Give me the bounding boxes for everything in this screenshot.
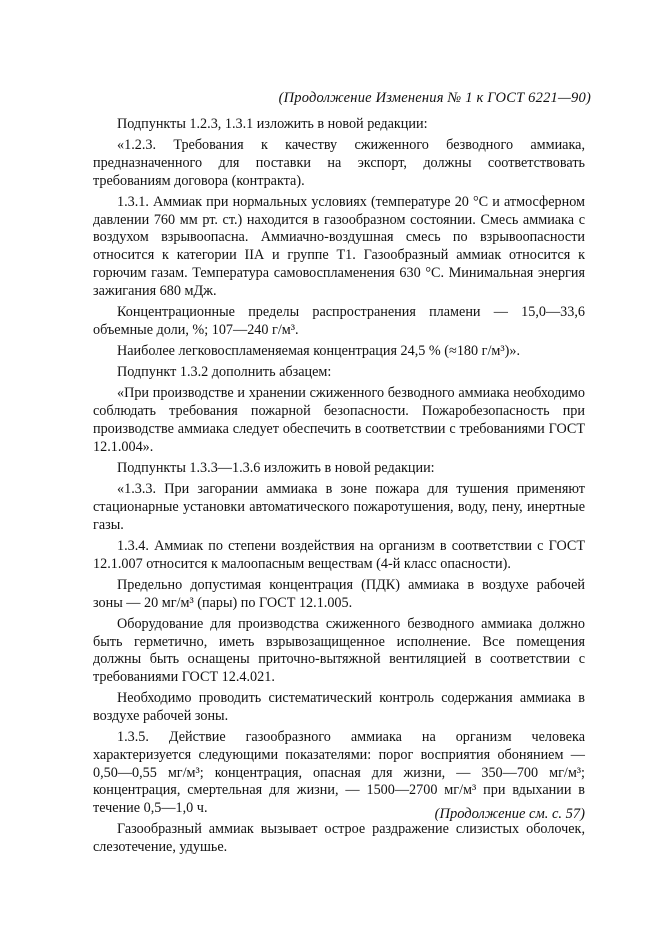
paragraph: «1.2.3. Требования к качеству сжиженного безводного аммиака, предназначенного для поставки на экспорт, должны соответствовать требованиям договора (контракта). xyxy=(93,137,585,189)
paragraph: Концентрационные пределы распространения пламени — 15,0—33,6 объемные доли, %; 107—240 г/м³. xyxy=(93,303,585,338)
paragraph: Необходимо проводить систематический контроль содержания аммиака в воздухе рабочей зоны. xyxy=(93,690,585,724)
paragraph: Наиболее легковоспламеняемая концентрация 24,5 % (≈180 г/м³)». xyxy=(117,342,520,359)
paragraph: Подпункты 1.2.3, 1.3.1 изложить в новой редакции: xyxy=(117,116,428,132)
paragraph: Подпункты 1.3.3—1.3.6 изложить в новой редакции: xyxy=(117,459,435,476)
continuation-header: (Продолжение Изменения № 1 к ГОСТ 6221—90) xyxy=(278,90,591,106)
paragraph: Предельно допустимая концентрация (ПДК) аммиака в воздухе рабочей зоны — 20 мг/м³ (пары) по ГОСТ 12.1.005. xyxy=(93,576,585,611)
paragraph: Подпункт 1.3.2 дополнить абзацем: xyxy=(117,364,332,381)
paragraph: 1.3.4. Аммиак по степени воздействия на организм в соответствии с ГОСТ 12.1.007 относится к малоопасным веществам (4-й класс опасности). xyxy=(93,537,585,572)
paragraph: «1.3.3. При загорании аммиака в зоне пожара для тушения применяют стационарные установки автоматического пожаротушения, воду, пену, инертные газы. xyxy=(93,481,585,533)
continuation-footer: (Продолжение см. с. 57) xyxy=(434,806,585,822)
paragraph: 1.3.1. Аммиак при нормальных условиях (температуре 20 °С и атмосферном давлении 760 мм рт. ст.) находится в газообразном состоянии. Смесь аммиака с воздухом взрывоопасна. Аммиачно-воздушная смесь по взрывоопасности относится к категории IIА и группе Т1. Газообразный аммиак относится к горючим газам. Температура самовоспламенения 630 °С. Минимальная энергия зажигания 680 мДж. xyxy=(93,194,585,299)
paragraph: Газообразный аммиак вызывает острое раздражение слизистых оболочек, слезотечение, удушье. xyxy=(93,821,585,856)
paragraph: 1.3.5. Действие газообразного аммиака на организм человека характеризуется следующими показателями: порог восприятия обонянием — 0,50—0,55 мг/м³; концентрация, опасная для жизни, — 350—700 мг/м³; концентрация, смертельная для жизни, — 1500—2700 мг/м³ при вдыхании в течение 0,5—1,0 ч. xyxy=(93,729,585,817)
document-body xyxy=(93,116,585,860)
paragraph: Оборудование для производства сжиженного безводного аммиака должно быть герметично, иметь взрывозащищенное исполнение. Все помещения должны быть оснащены приточно-вытяжной вентиляцией в соответствии с требованиями ГОСТ 12.4.021. xyxy=(93,615,585,685)
paragraph: «При производстве и хранении сжиженного безводного аммиака необходимо соблюдать требования пожарной безопасности. Пожаробезопасность при производстве аммиака следует обеспечить в соответствии с требованиями ГОСТ 12.1.004». xyxy=(93,385,585,455)
